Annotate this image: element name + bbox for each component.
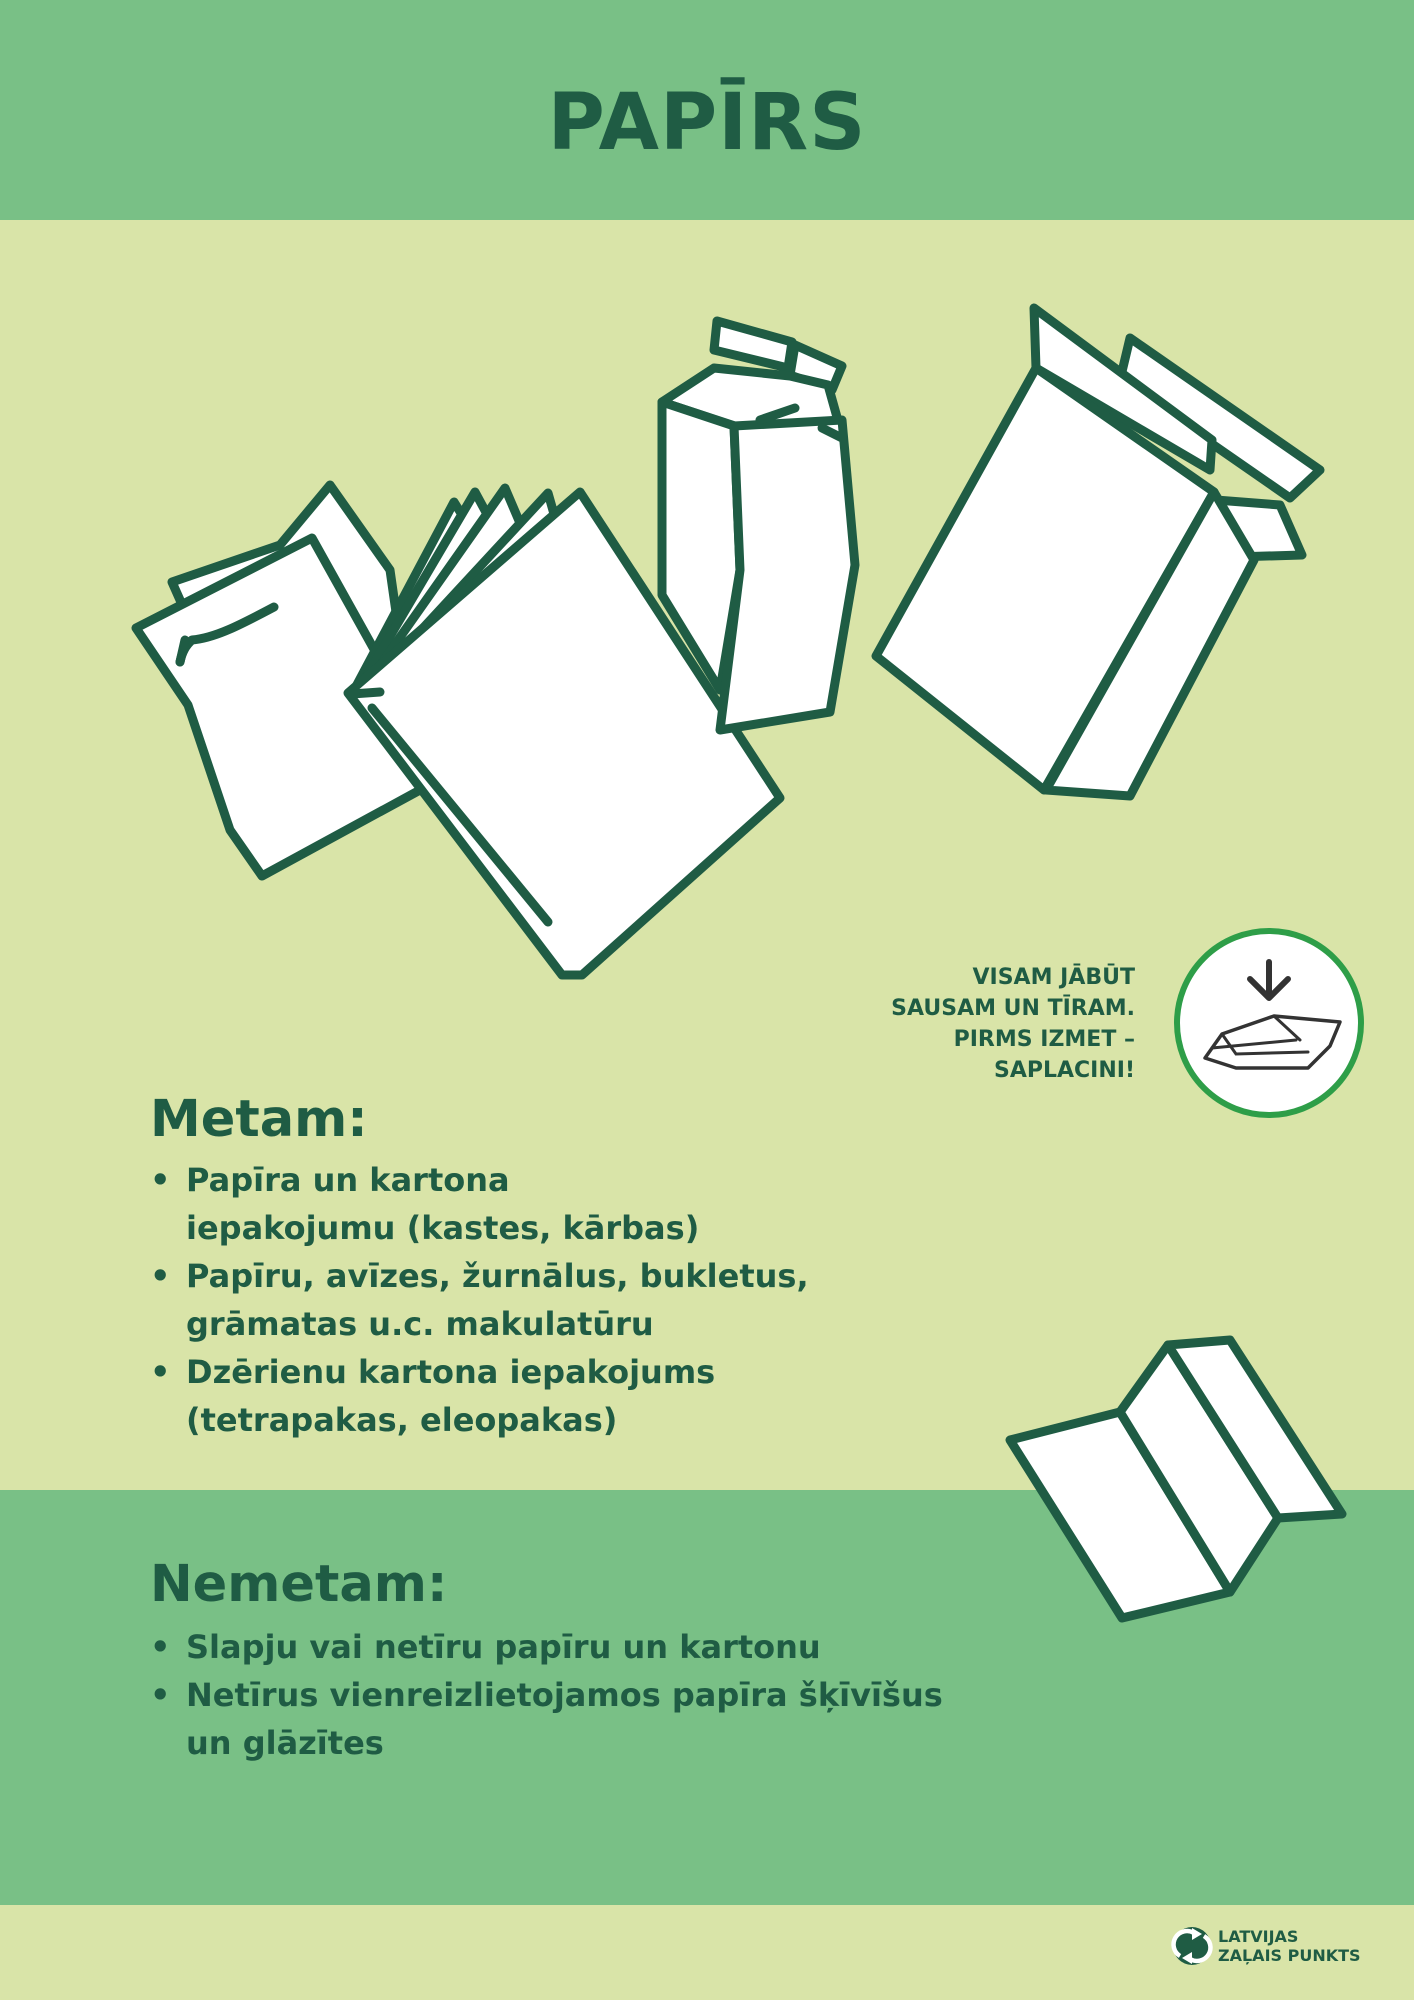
not-allowed-heading: Nemetam:	[150, 1555, 448, 1614]
note-line: SAUSAM UN TĪRAM.	[891, 996, 1135, 1021]
logo-line: ZAĻAIS PUNKTS	[1218, 1946, 1361, 1965]
logo-line: LATVIJAS	[1218, 1927, 1299, 1946]
list-item	[150, 1156, 809, 1252]
allowed-list	[150, 1156, 809, 1444]
flatten-note	[760, 962, 1135, 1086]
allowed-heading: Metam:	[150, 1090, 368, 1149]
item-line: Netīrus vienreizlietojamos papīra šķīvīšus	[186, 1676, 943, 1714]
flatten-icon	[1177, 931, 1361, 1115]
note-line: PIRMS IZMET –	[953, 1027, 1135, 1052]
item-line: Slapju vai netīru papīru un kartonu	[186, 1628, 821, 1666]
note-line: SAPLACINI!	[993, 1058, 1135, 1083]
page-title: PAPĪRS	[547, 78, 867, 168]
item-line: un glāzītes	[186, 1724, 384, 1762]
note-line: VISAM JĀBŪT	[972, 965, 1135, 990]
list-item	[150, 1671, 943, 1767]
item-line: iepakojumu (kastes, kārbas)	[186, 1209, 700, 1247]
not-allowed-list	[150, 1623, 943, 1767]
item-line: Papīra un kartona	[186, 1161, 510, 1199]
list-item	[150, 1348, 809, 1444]
item-line: (tetrapakas, eleopakas)	[186, 1401, 618, 1439]
logo-mark-space	[1170, 1926, 1210, 1966]
paper-bag-icon	[876, 308, 1320, 796]
item-line: Papīru, avīzes, žurnālus, bukletus,	[186, 1257, 809, 1295]
logo-text	[1218, 1927, 1361, 1965]
list-item	[150, 1252, 809, 1348]
folded-cardboard-icon	[1010, 1340, 1342, 1618]
list-item	[150, 1623, 943, 1671]
item-line: Dzērienu kartona iepakojums	[186, 1353, 716, 1391]
logo	[1170, 1926, 1361, 1966]
item-line: grāmatas u.c. makulatūru	[186, 1305, 654, 1343]
